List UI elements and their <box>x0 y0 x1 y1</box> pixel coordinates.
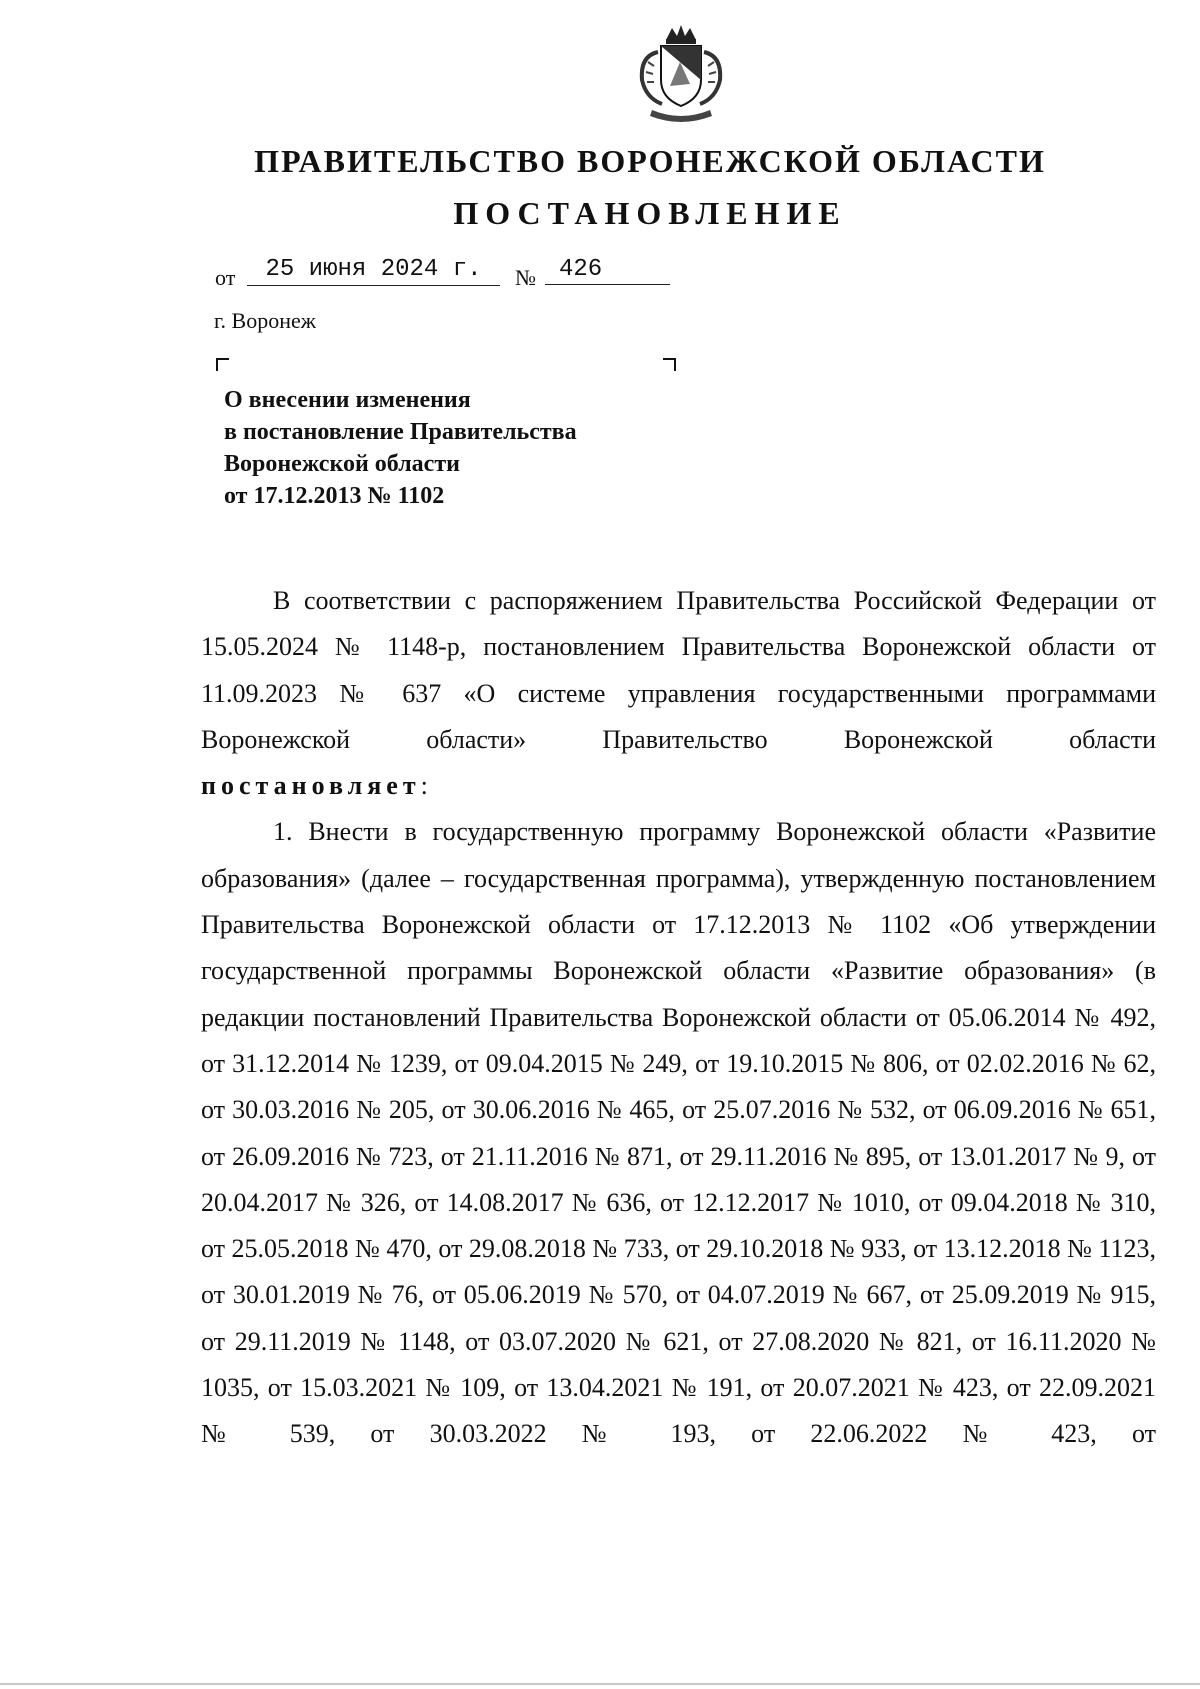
subject-line: Воронежской области <box>224 451 460 477</box>
subject-line: в постановление Правительства <box>224 419 577 445</box>
preamble-paragraph: В соответствии с распоряжением Правительства Российской Федерации от 15.05.2024 № 1148-р, постановлением Правительства Воронежской области от 11.09.2023 № 637 «О системе управления государственными программами Воронежской области» Правительство Воронежской области <box>201 586 1156 754</box>
subject-bracket-right <box>663 358 676 371</box>
issuing-authority: ПРАВИТЕЛЬСТВО ВОРОНЕЖСКОЙ ОБЛАСТИ <box>254 143 1046 179</box>
coat-of-arms-voronezh-icon <box>628 22 734 128</box>
document-number: 426 <box>545 257 670 285</box>
subject-bracket-left <box>216 358 229 371</box>
resolve-word: постановляет <box>201 771 421 801</box>
document-type: ПОСТАНОВЛЕНИЕ <box>453 195 847 231</box>
issue-city: г. Воронеж <box>214 308 316 333</box>
item-1-paragraph: 1. Внести в государственную программу Воронежской области «Развитие образования» (далее – государственная программа), утвержденную постановлением Правительства Воронежской области от 17.12.2013 № 1102 «Об утверждении государственной программы Воронежской области «Развитие образования» (в редакции постановлений Правительства Воронежской области от 05.06.2014 № 492, от 31.12.2014 № 1239, от 09.04.2015 № 249, от 19.10.2015 № 806, от 02.02.2016 № 62, от 30.03.2016 № 205, от 30.06.2016 № 465, от 25.07.2016 № 532, от 06.09.2016 № 651, от 26.09.2016 № 723, от 21.11.2016 № 871, от 29.11.2016 № 895, от 13.01.2017 № 9, от 20.04.2017 № 326, от 14.08.2017 № 636, от 12.12.2017 № 1010, от 09.04.2018 № 310, от 25.05.2018 № 470, от 29.08.2018 № 733, от 29.10.2018 № 933, от 13.12.2018 № 1123, от 30.01.2019 № 76, от 05.06.2019 № 570, от 04.07.2019 № 667, от 25.09.2019 № 915, от 29.11.2019 № 1148, от 03.07.2020 № 621, от 27.08.2020 № 821, от 16.11.2020 № 1035, от 15.03.2021 № 109, от 13.04.2021 № 191, от 20.07.2021 № 423, от 22.09.2021 № 539, от 30.03.2022 № 193, от 22.06.2022 № 423, от <box>201 817 1156 1449</box>
document-date: 25 июня 2024 г. <box>247 257 500 286</box>
document-body <box>201 578 1156 1458</box>
resolution-line <box>201 763 1156 809</box>
subject-line: от 17.12.2013 № 1102 <box>224 483 445 509</box>
subject-line: О внесении изменения <box>224 387 471 413</box>
document-subject <box>224 384 704 512</box>
number-prefix: № <box>515 265 536 290</box>
scan-edge-line <box>0 1683 1200 1685</box>
date-prefix: от <box>215 265 236 290</box>
resolve-suffix: : <box>420 771 428 801</box>
